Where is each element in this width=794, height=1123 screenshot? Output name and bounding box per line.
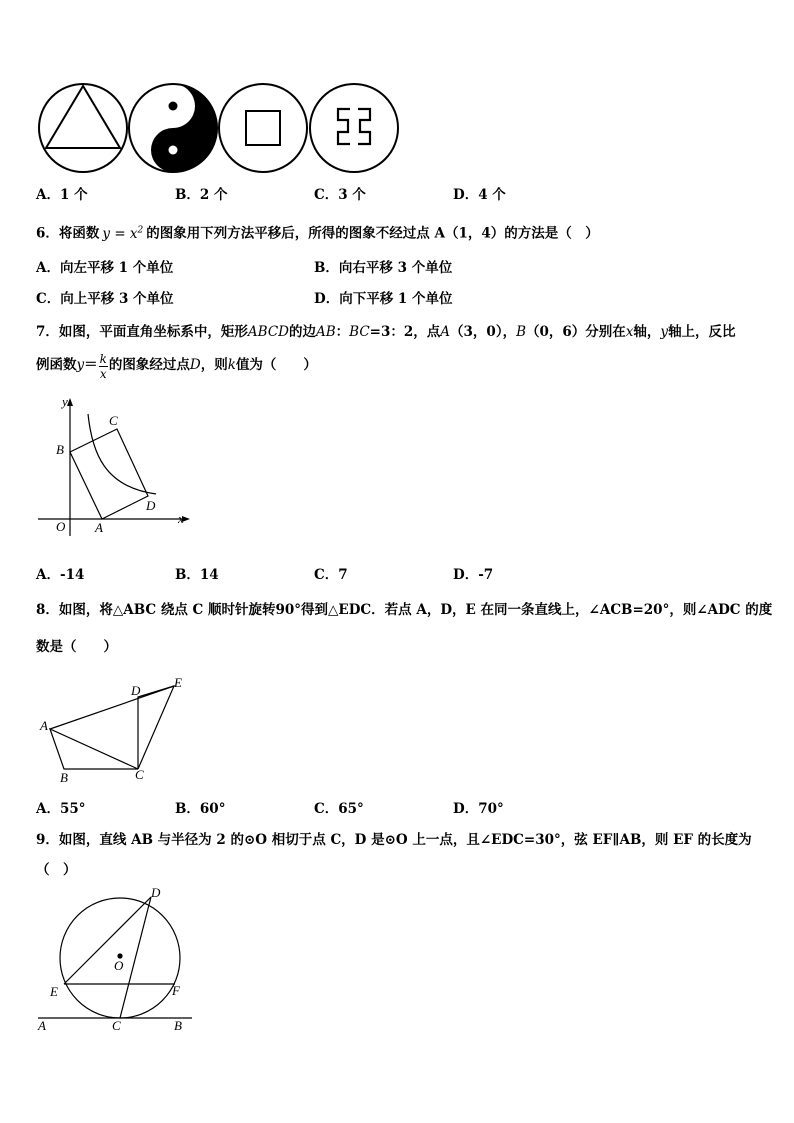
label-f: F xyxy=(172,983,180,998)
q6-stem xyxy=(36,226,599,241)
label-y: y xyxy=(62,394,68,409)
q6-option-a: A．向左平移 1 个单位 xyxy=(36,260,174,276)
q8-stem-line1: 8．如图，将△ABC 绕点 C 顺时针旋转90°得到△EDC．若点 A，D，E 在同一条直线上，∠ACB=20°，则∠ADC 的度 xyxy=(36,602,773,618)
label-c: C xyxy=(135,767,144,782)
q7-stem-line1: 7．如图，平面直角坐标系中，矩形ABCD的边AB：BC=3：2，点A（3，0），B（0，6）分别在x轴，y轴上，反比 xyxy=(36,324,736,340)
label-a: A xyxy=(40,718,48,733)
q6-option-d: D．向下平移 1 个单位 xyxy=(314,291,453,307)
q7-stem-line2: 例函数 y ＝ $\frac{k}{x}$ 的图象经过点 D ，则 k 值为（ ） xyxy=(36,351,317,381)
q6-option-c: C．向上平移 3 个单位 xyxy=(36,291,174,307)
q6-function: $y = x^2$ xyxy=(102,225,144,242)
label-b: B xyxy=(174,1018,182,1033)
q6-exponent: 2 xyxy=(137,225,144,235)
q5-figures xyxy=(34,80,406,176)
chord-ed xyxy=(64,897,151,984)
q8-option-a: A．55° xyxy=(36,801,86,817)
q9-stem-line1: 9．如图，直线 AB 与半径为 2 的⊙O 相切于点 C，D 是⊙O 上一点，且∠EDC=30°，弦 EF∥AB，则 EF 的长度为 xyxy=(36,832,752,848)
q7-option-d: D．-7 xyxy=(453,567,494,583)
meander-pattern-icon xyxy=(310,84,398,172)
q9-stem-line2: （ ） xyxy=(36,862,77,878)
q5-option-b: B．2 个 xyxy=(175,187,228,203)
yin-yang-icon xyxy=(129,84,217,172)
chord-dc xyxy=(120,897,151,1018)
label-e: E xyxy=(174,675,182,690)
label-b: B xyxy=(60,770,68,785)
triangle-in-circle-icon xyxy=(39,84,127,172)
q6-option-b: B．向右平移 3 个单位 xyxy=(314,260,453,276)
label-o: O xyxy=(56,519,66,534)
q7-option-a: A．-14 xyxy=(36,567,85,583)
square-in-circle-icon xyxy=(219,84,307,172)
label-e: E xyxy=(50,984,58,999)
label-o: O xyxy=(114,958,124,973)
q7-option-c: C．7 xyxy=(314,567,348,583)
rectangle-abcd xyxy=(70,429,148,519)
triangle-edc xyxy=(138,686,174,769)
hyperbola-curve xyxy=(88,414,156,494)
q7-option-b: B．14 xyxy=(175,567,219,583)
q8-figure xyxy=(36,672,196,788)
label-b: B xyxy=(56,442,64,457)
q6-stem-post: 的图象用下列方法平移后，所得的图象不经过点 A（1，4）的方法是（ ） xyxy=(146,225,599,242)
q5-option-c: C．3 个 xyxy=(314,187,366,203)
label-x: x xyxy=(178,511,184,526)
label-c: C xyxy=(112,1018,121,1033)
line-ade xyxy=(50,686,174,729)
label-a: A xyxy=(38,1018,46,1033)
q7-fraction: $\frac{k}{x}$ xyxy=(99,351,107,381)
q5-option-d: D．4 个 xyxy=(453,187,506,203)
label-d: D xyxy=(131,683,141,698)
q5-option-a: A．1 个 xyxy=(36,187,88,203)
label-d: D xyxy=(146,498,156,513)
q7-figure xyxy=(36,392,196,542)
q8-option-c: C．65° xyxy=(314,801,364,817)
q9-figure xyxy=(34,882,198,1034)
label-c: C xyxy=(109,413,118,428)
label-d: D xyxy=(151,885,161,900)
q8-option-d: D．70° xyxy=(453,801,504,817)
q8-stem-line2: 数是（ ） xyxy=(36,639,117,655)
y-axis-arrow xyxy=(67,398,73,406)
triangle-abc xyxy=(50,729,138,769)
q8-option-b: B．60° xyxy=(175,801,226,817)
q6-stem-pre: 6．将函数 xyxy=(36,225,100,242)
label-a: A xyxy=(95,520,103,535)
